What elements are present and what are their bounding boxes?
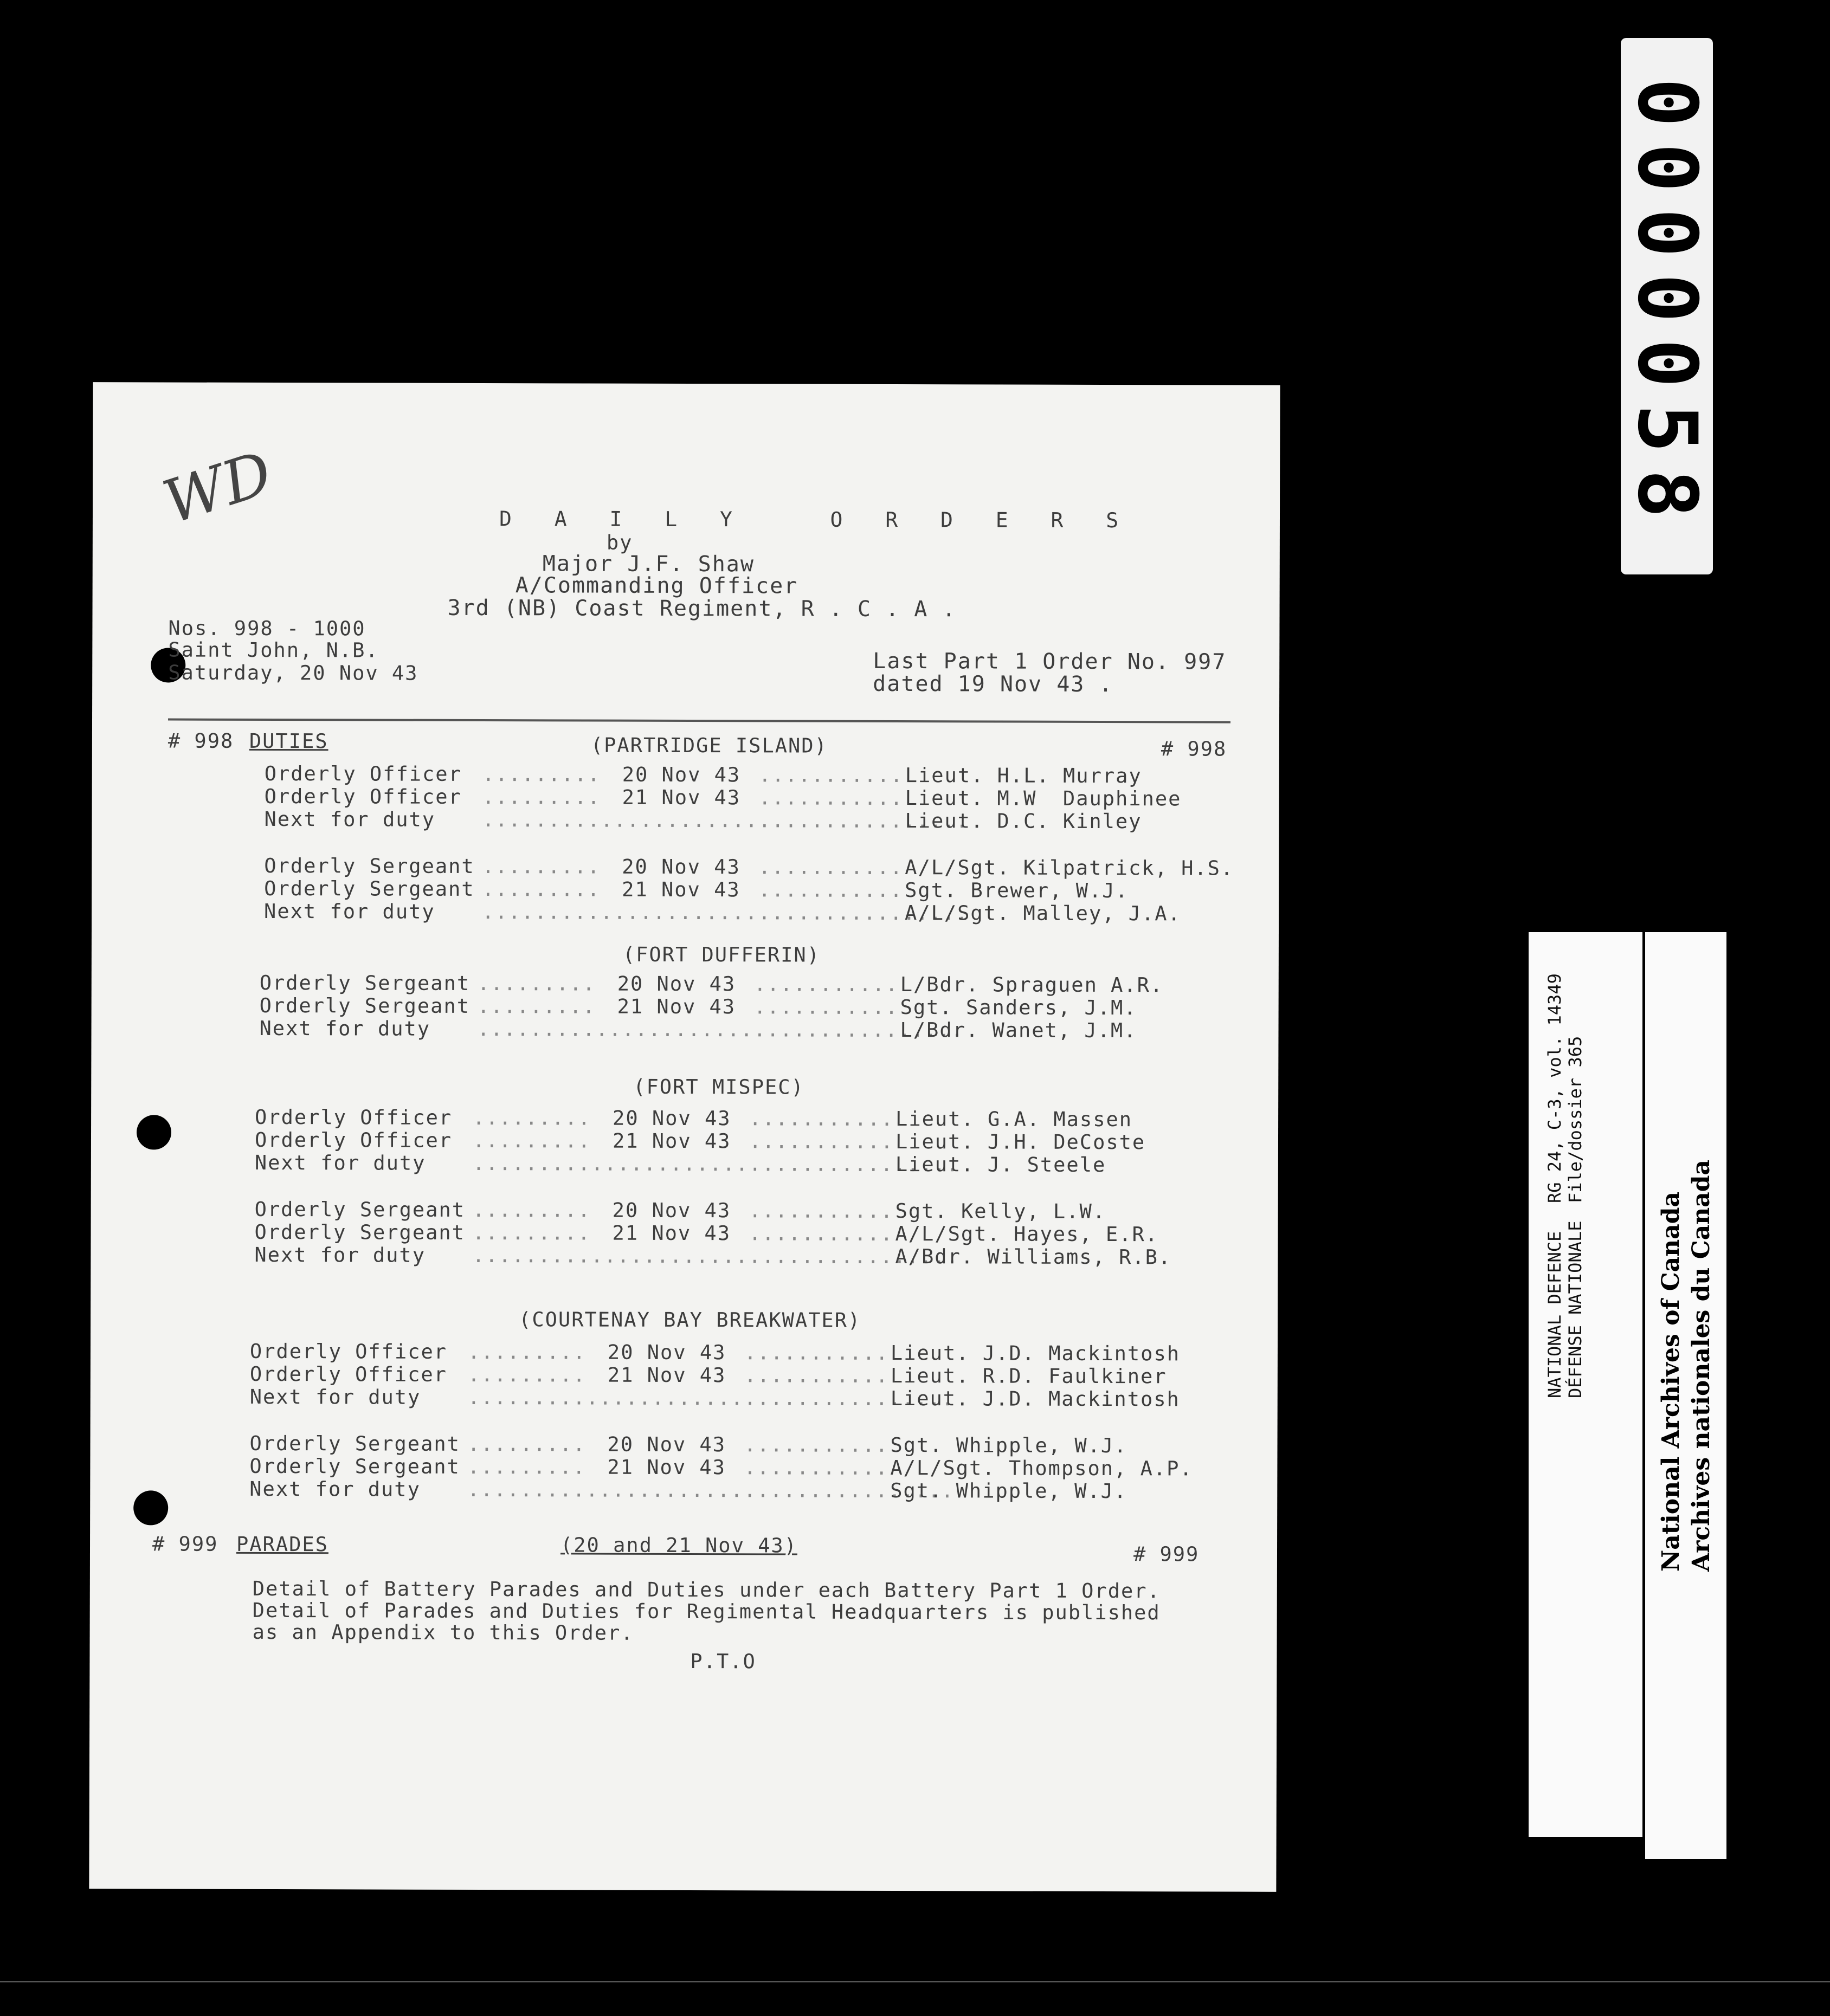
leader-dots: ........... (758, 763, 904, 787)
leader-dots: ......... (472, 1220, 591, 1245)
archives-name-label (1645, 932, 1726, 1859)
leader-dots: ........... (758, 855, 904, 880)
duties-title: DUTIES (249, 729, 328, 753)
assigned-name: Lieut. J.D. Mackintosh (890, 1341, 1181, 1366)
duty-date: 21 Nov 43 (617, 994, 736, 1019)
leader-dots: ......... (472, 1128, 591, 1153)
order-place: Saint John, N.B. (168, 638, 379, 662)
leader-dots: ......... (467, 1432, 587, 1456)
assigned-name: Lieut. M.W Dauphinee (905, 786, 1182, 811)
frame-number: 0000058 (1620, 77, 1714, 535)
department-en: NATIONAL DEFENCE (1544, 1231, 1565, 1398)
leader-dots: ........... (749, 1222, 894, 1246)
assigned-name: Sgt. Whipple, W.J. (890, 1433, 1127, 1458)
last-order-line-2: dated 19 Nov 43 . (873, 671, 1113, 697)
leader-dots: ..................................... (482, 900, 969, 925)
duty-role: Next for duty (259, 1016, 431, 1041)
handwritten-mark: WD (155, 437, 281, 538)
assigned-name: Lieut. R.D. Faulkiner (890, 1364, 1167, 1388)
duty-role: Orderly Officer (254, 1128, 453, 1152)
leader-dots: ..................................... (477, 1017, 964, 1042)
by-line: by (606, 531, 633, 554)
duty-date: 20 Nov 43 (612, 1198, 731, 1223)
assigned-name: A/L/Sgt. Malley, J.A. (905, 901, 1181, 926)
leader-dots: ......... (477, 971, 596, 996)
assigned-name: Lieut. D.C. Kinley (905, 809, 1142, 833)
leader-dots: ......... (477, 994, 596, 1018)
last-order-line-1: Last Part 1 Order No. 997 (873, 648, 1227, 675)
reference-line-2: File/dossier 365 (1565, 1036, 1586, 1203)
leader-dots: ........... (758, 878, 904, 902)
leader-dots: ..................................... (472, 1243, 959, 1269)
duty-date: 21 Nov 43 (622, 785, 741, 810)
leader-dots: ........... (749, 1129, 894, 1154)
order-date: Saturday, 20 Nov 43 (168, 661, 418, 685)
header-divider (168, 719, 1230, 723)
assigned-name: Lieut. J.H. DeCoste (895, 1130, 1146, 1154)
assigned-name: A/Bdr. Williams, R.B. (895, 1245, 1172, 1269)
leader-dots: ........... (744, 1456, 889, 1479)
assigned-name: Lieut. H.L. Murray (905, 764, 1142, 788)
parades-dates: (20 and 21 Nov 43) (560, 1533, 798, 1558)
duty-role: Orderly Officer (264, 784, 462, 809)
assigned-name: Sgt. Kelly, L.W. (895, 1199, 1106, 1224)
assigned-name: A/L/Sgt. Thompson, A.P. (890, 1456, 1193, 1481)
reference-line-1: RG 24, C-3, vol. 14349 (1544, 973, 1565, 1203)
frame-number-strip (1621, 38, 1713, 574)
duty-role: Next for duty (254, 1243, 426, 1267)
section-heading: (PARTRIDGE ISLAND) (590, 733, 828, 758)
duties-number-right: # 998 (1161, 737, 1227, 761)
leader-dots: ..................................... (467, 1477, 955, 1503)
duty-date: 21 Nov 43 (612, 1129, 731, 1153)
leader-dots: ........... (749, 1199, 894, 1223)
duty-role: Orderly Sergeant (264, 876, 475, 901)
assigned-name: A/L/Sgt. Hayes, E.R. (895, 1222, 1159, 1246)
duty-role: Orderly Sergeant (259, 993, 471, 1018)
leader-dots: ..................................... (467, 1385, 955, 1411)
duty-date: 20 Nov 43 (607, 1340, 726, 1365)
leader-dots: ......... (467, 1455, 586, 1479)
duty-role: Orderly Sergeant (254, 1197, 466, 1222)
assigned-name: A/L/Sgt. Kilpatrick, H.S. (905, 856, 1234, 880)
duty-date: 20 Nov 43 (622, 855, 740, 879)
parades-text-line-2: Detail of Parades and Duties for Regimental Headquarters is published (252, 1598, 1161, 1625)
leader-dots: ........... (758, 786, 904, 810)
leader-dots: ........... (753, 972, 899, 997)
unit-name: 3rd (NB) Coast Regiment, R . C . A . (447, 595, 957, 622)
officer-role: A/Commanding Officer (515, 573, 798, 599)
leader-dots: ........... (744, 1341, 890, 1365)
leader-dots: ......... (482, 855, 601, 878)
assigned-name: L/Bdr. Wanet, J.M. (900, 1018, 1137, 1043)
duty-role: Next for duty (249, 1477, 421, 1501)
duty-role: Orderly Officer (249, 1339, 448, 1364)
duties-number: # 998 (167, 729, 234, 753)
duty-role: Orderly Sergeant (259, 971, 471, 995)
leader-dots: ......... (467, 1362, 587, 1387)
leader-dots: ......... (482, 877, 601, 901)
duty-role: Orderly Officer (249, 1362, 448, 1386)
section-heading: (FORT MISPEC) (633, 1075, 804, 1099)
page-turn-note: P.T.O (690, 1650, 756, 1673)
leader-dots: ..................................... (482, 808, 969, 833)
leader-dots: ......... (473, 1106, 591, 1130)
duty-date: 20 Nov 43 (607, 1432, 726, 1457)
duty-date: 21 Nov 43 (622, 877, 740, 902)
punch-hole (137, 1115, 171, 1149)
duty-role: Orderly Officer (255, 1105, 453, 1129)
parades-number-right: # 999 (1133, 1542, 1200, 1566)
section-heading: (COURTENAY BAY BREAKWATER) (519, 1308, 861, 1332)
document-title: D A I L Y O R D E R S (499, 507, 1134, 533)
assigned-name: L/Bdr. Spraguen A.R. (900, 973, 1164, 997)
assigned-name: Sgt. Brewer, W.J. (905, 878, 1129, 903)
officer-name: Major J.F. Shaw (542, 551, 755, 577)
assigned-name: Lieut. J. Steele (895, 1153, 1106, 1177)
daily-orders-page (89, 382, 1280, 1892)
duty-role: Orderly Sergeant (264, 854, 475, 878)
leader-dots: ......... (472, 1198, 591, 1222)
duty-role: Orderly Officer (264, 761, 462, 786)
assigned-name: Sgt. Sanders, J.M. (900, 996, 1137, 1020)
duty-date: 20 Nov 43 (617, 972, 736, 996)
assigned-name: Lieut. G.A. Massen (895, 1107, 1133, 1132)
duty-date: 21 Nov 43 (607, 1455, 726, 1479)
duty-role: Next for duty (254, 1151, 426, 1175)
leader-dots: ......... (467, 1340, 587, 1364)
leader-dots: ......... (482, 763, 601, 786)
leader-dots: ........... (744, 1433, 889, 1457)
duty-role: Next for duty (249, 1385, 421, 1409)
leader-dots: ..................................... (472, 1151, 960, 1177)
parades-text-line-3: as an Appendix to this Order. (252, 1620, 634, 1645)
leader-dots: ........... (753, 995, 899, 1019)
leader-dots: ........... (744, 1364, 889, 1387)
archive-reference-label (1529, 932, 1642, 1837)
duty-date: 20 Nov 43 (622, 763, 741, 787)
parades-title: PARADES (236, 1532, 329, 1556)
duty-role: Next for duty (264, 899, 435, 923)
leader-dots: ......... (482, 785, 601, 809)
archives-name-fr: Archives nationales du Canada (1687, 1159, 1715, 1572)
leader-dots: ........... (749, 1107, 894, 1131)
order-numbers: Nos. 998 - 1000 (168, 616, 366, 641)
assigned-name: Sgt. Whipple, W.J. (890, 1478, 1127, 1503)
duty-role: Orderly Sergeant (254, 1220, 466, 1244)
film-edge-line (0, 1981, 1830, 1982)
department-fr: DÉFENSE NATIONALE (1565, 1220, 1586, 1398)
parades-text-line-1: Detail of Battery Parades and Duties under each Battery Part 1 Order. (252, 1576, 1161, 1603)
assigned-name: Lieut. J.D. Mackintosh (890, 1386, 1180, 1411)
duty-date: 21 Nov 43 (612, 1221, 731, 1245)
duty-date: 20 Nov 43 (613, 1106, 731, 1130)
duty-role: Orderly Sergeant (249, 1454, 460, 1478)
duty-role: Next for duty (264, 807, 436, 831)
section-heading: (FORT DUFFERIN) (622, 942, 821, 967)
parades-number: # 999 (152, 1532, 218, 1556)
duty-role: Orderly Sergeant (249, 1431, 460, 1456)
archives-name-en: National Archives of Canada (1657, 1191, 1685, 1572)
duty-date: 21 Nov 43 (607, 1363, 726, 1387)
punch-hole (133, 1490, 168, 1525)
